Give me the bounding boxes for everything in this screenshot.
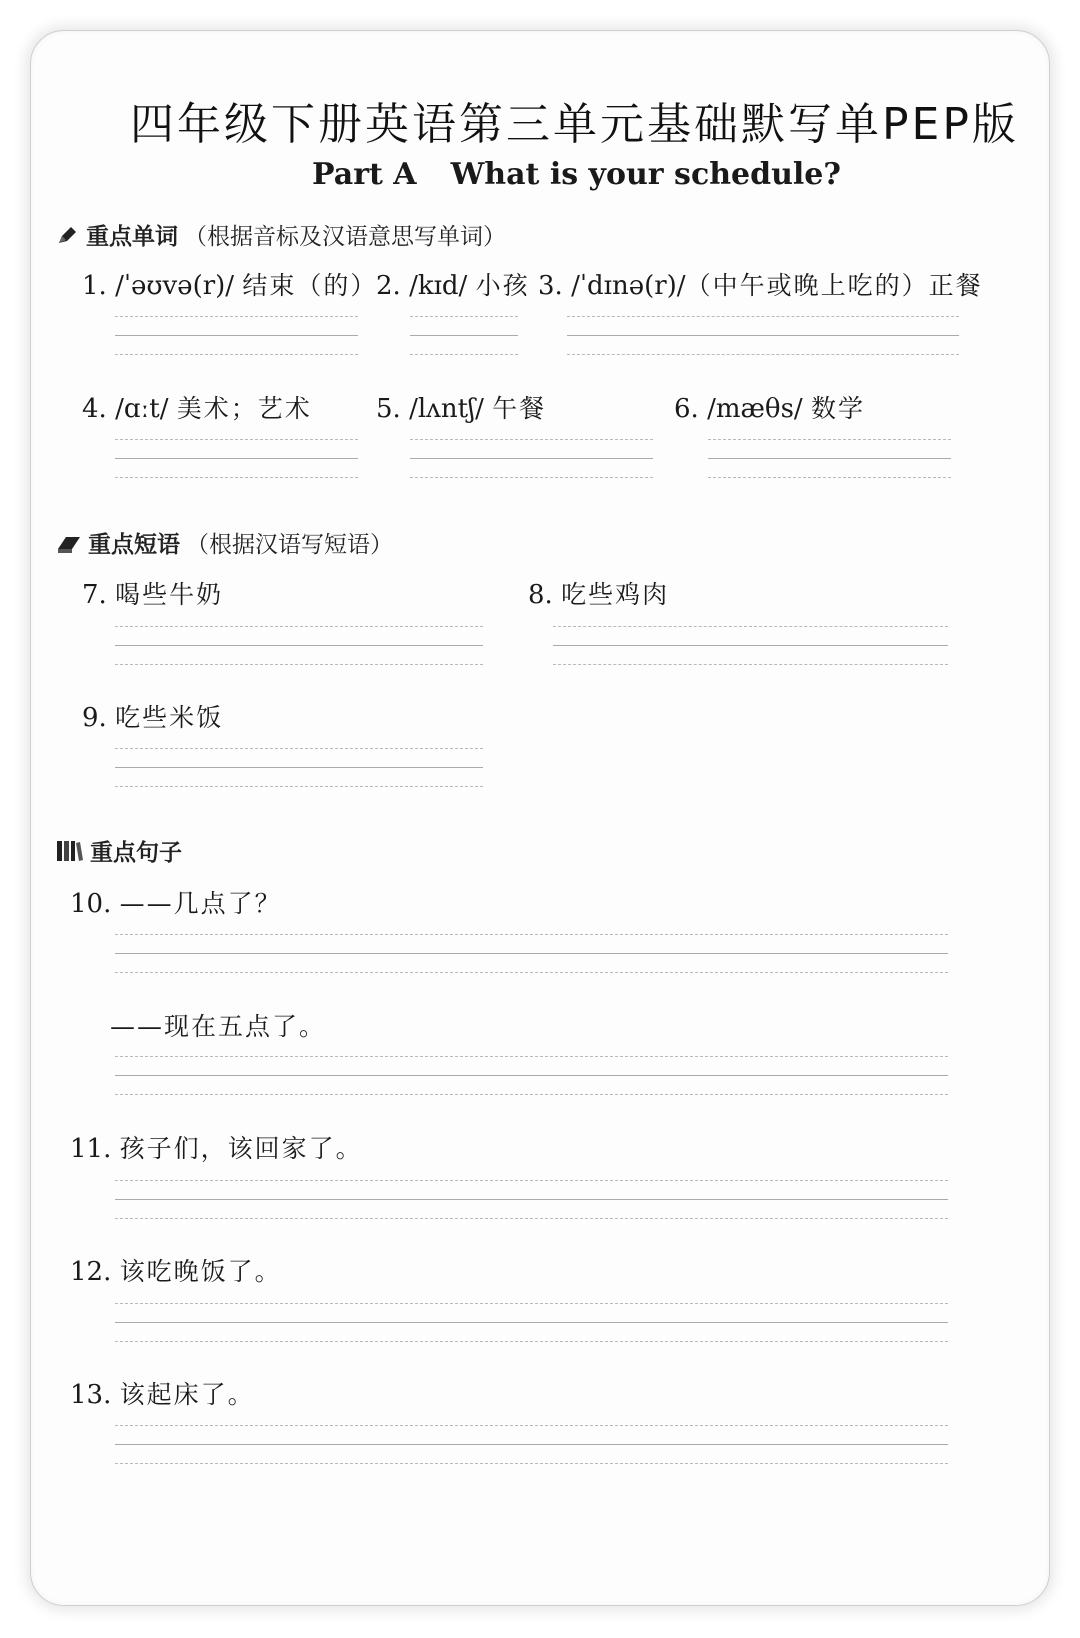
part-question: What is your schedule? [450,157,841,192]
part-heading [312,157,841,192]
answer-lines-9[interactable] [115,748,483,787]
sentence-item-10-answer: ——现在五点了。 [110,1012,327,1041]
answer-lines-12[interactable] [115,1303,948,1342]
answer-lines-7[interactable] [115,626,483,665]
phrase-item-7: 7. 喝些牛奶 [82,580,224,610]
answer-lines-4[interactable] [115,439,358,478]
answer-lines-10b[interactable] [115,1056,948,1095]
books-icon [56,839,84,863]
answer-lines-6[interactable] [708,439,951,478]
answer-lines-13[interactable] [115,1425,948,1464]
sentence-item-11: 11. 孩子们，该回家了。 [70,1134,363,1164]
pencil-icon [56,223,80,247]
word-item-6: 6. /mæθs/ 数学 [674,394,865,424]
section-phrases-heading: 重点短语 （根据汉语写短语） [56,526,393,559]
section-words-heading: 重点单词 （根据音标及汉语意思写单词） [56,218,506,251]
answer-lines-5[interactable] [410,439,653,478]
phrase-item-9: 9. 吃些米饭 [82,703,224,733]
answer-lines-3[interactable] [567,316,959,355]
section-sentences-heading: 重点句子 [56,834,182,867]
word-item-5: 5. /lʌntʃ/ 午餐 [376,394,547,424]
word-item-1: 1. /ˈəʊvə(r)/ 结束（的） [82,271,378,301]
answer-lines-11[interactable] [115,1180,948,1219]
answer-lines-1[interactable] [115,316,358,355]
answer-lines-10a[interactable] [115,934,948,973]
word-item-4: 4. /ɑːt/ 美术；艺术 [82,394,312,424]
word-item-3: 3. /ˈdɪnə(r)/（中午或晚上吃的）正餐 [538,271,983,301]
page-title: 四年级下册英语第三单元基础默写单PEP版 [130,99,1019,150]
answer-lines-2[interactable] [410,316,518,355]
answer-lines-8[interactable] [553,626,948,665]
part-label: Part A [312,157,417,192]
sentence-item-10: 10. ——几点了？ [70,889,282,919]
eraser-icon [56,531,82,555]
sentence-item-13: 13. 该起床了。 [70,1380,255,1410]
word-item-2: 2. /kɪd/ 小孩 [376,271,530,301]
phrase-item-8: 8. 吃些鸡肉 [528,580,670,610]
sentence-item-12: 12. 该吃晚饭了。 [70,1257,282,1287]
